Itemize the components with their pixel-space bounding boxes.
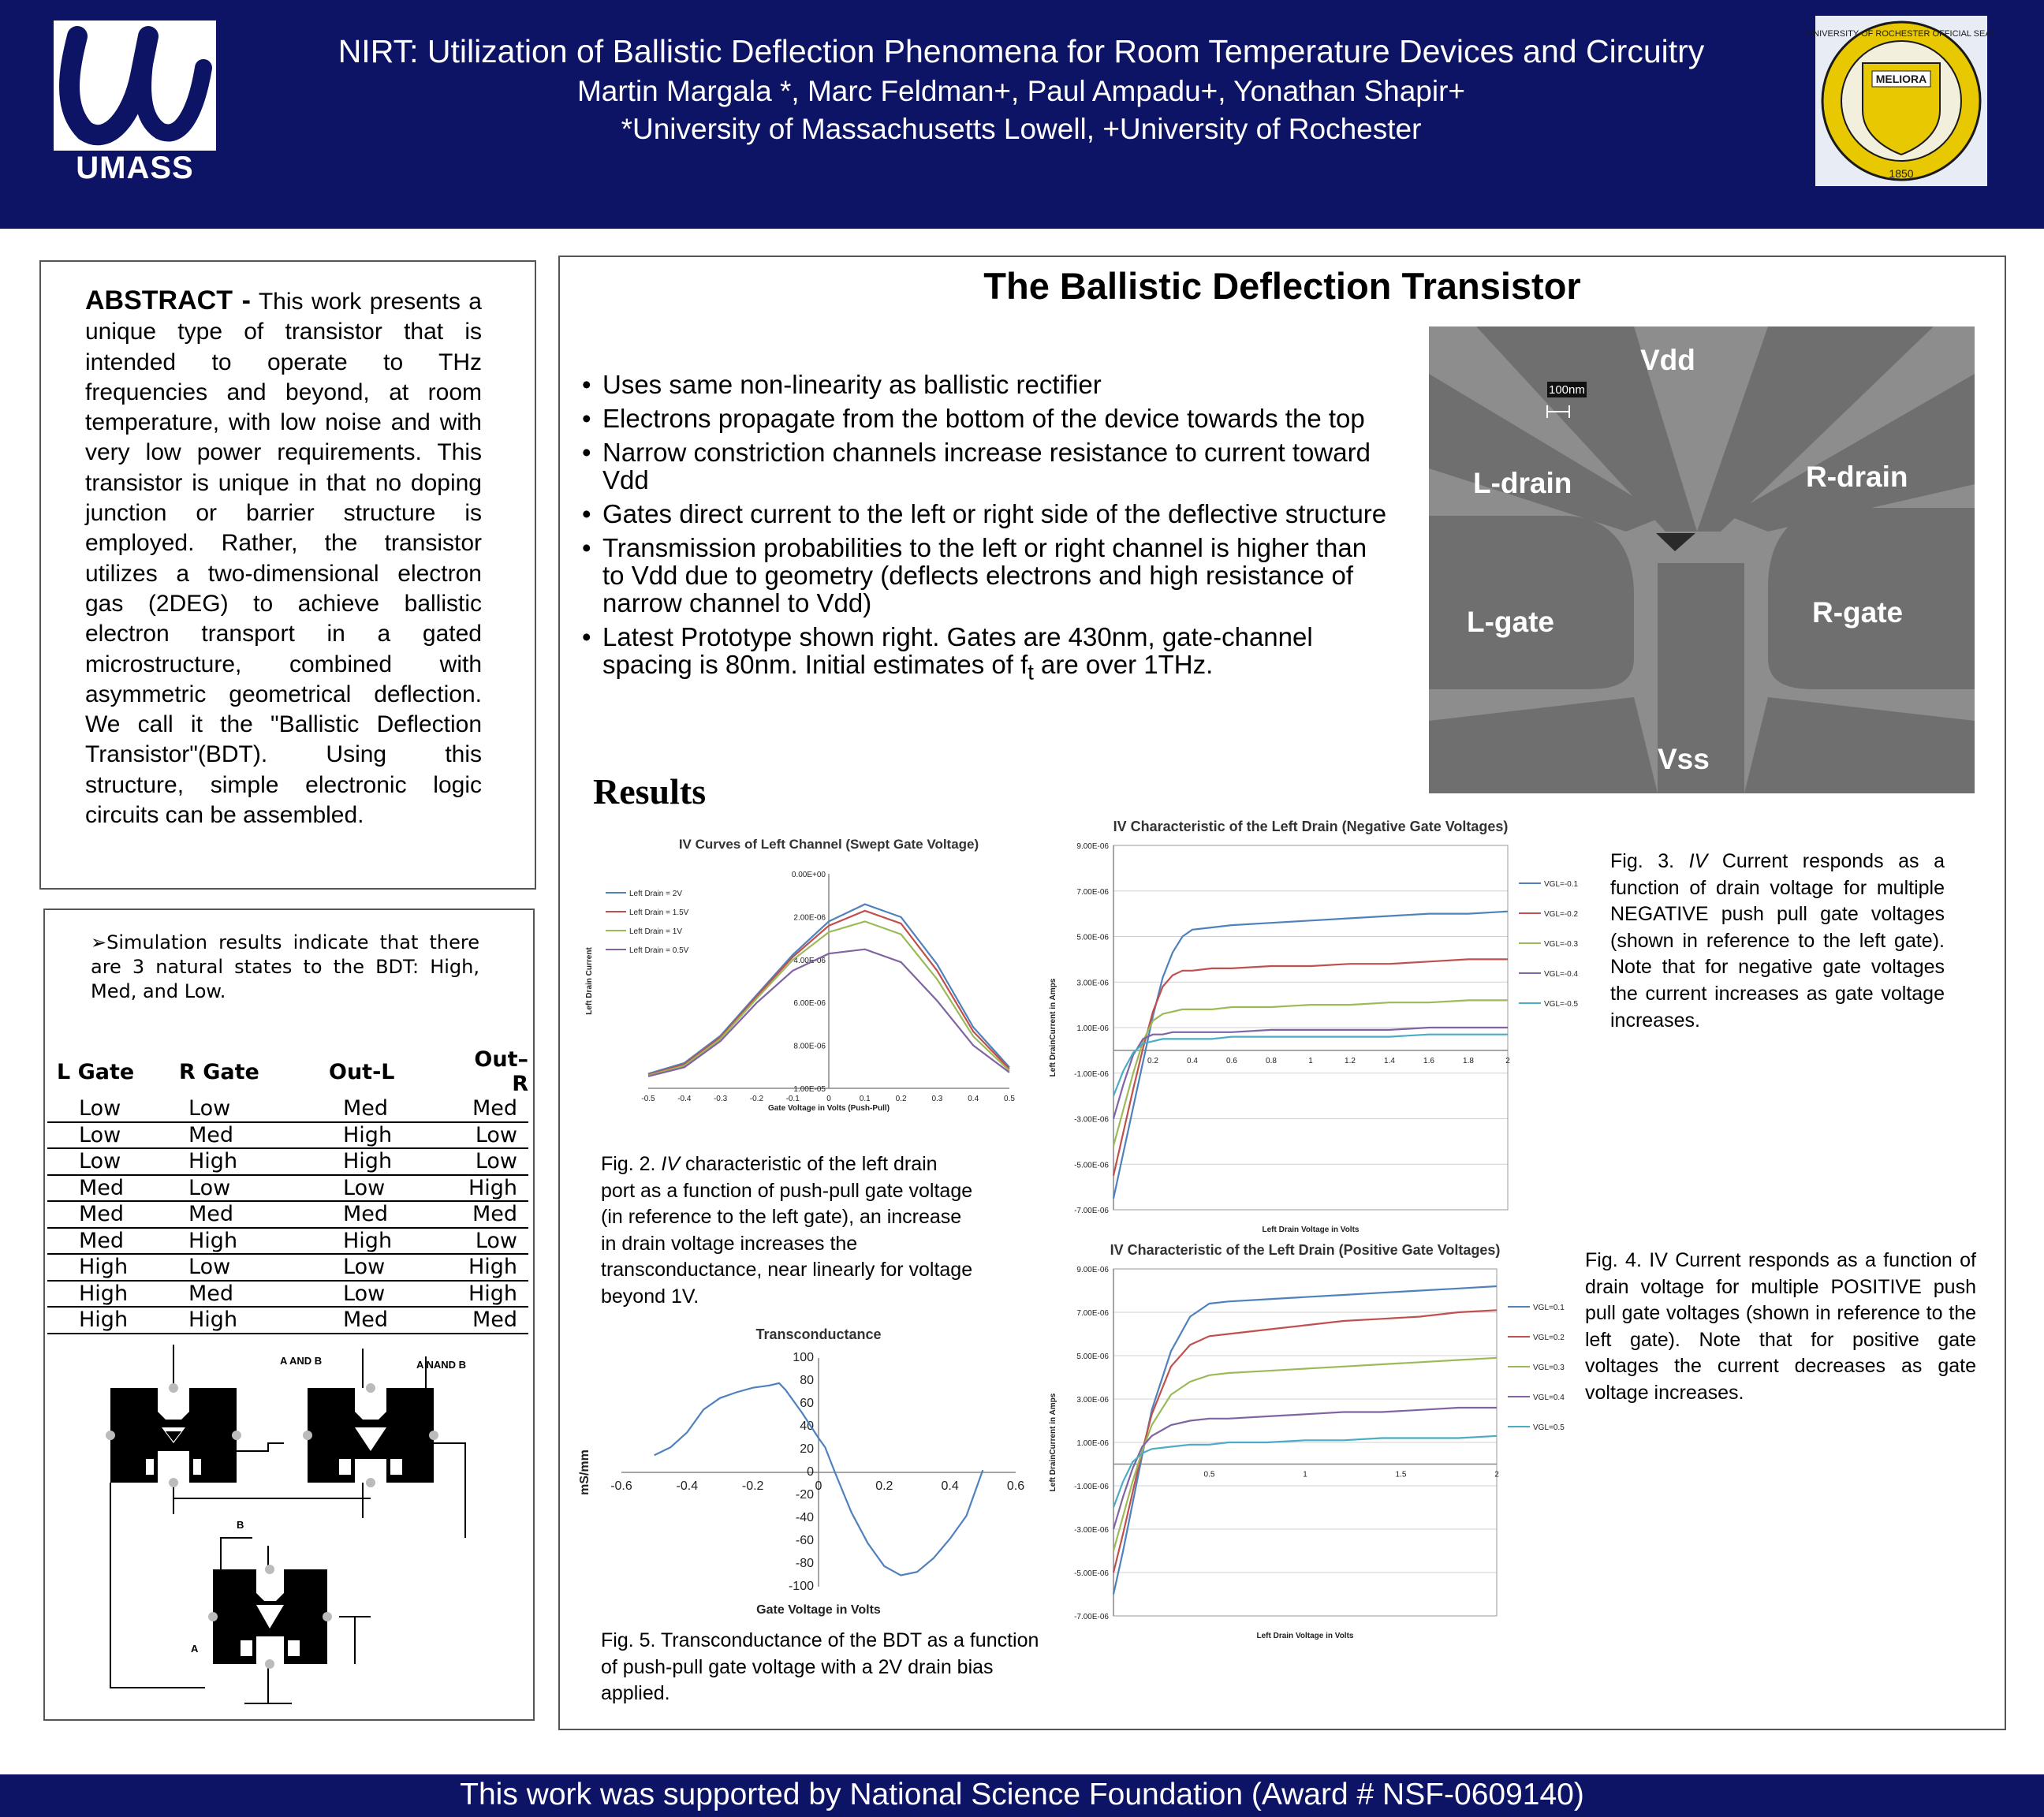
- col-r-gate: R Gate: [179, 1059, 259, 1084]
- abstract-lead: ABSTRACT -: [85, 285, 251, 315]
- y-tick-label: 4.00E-06: [793, 956, 826, 965]
- bullet-last-a: Latest Prototype shown right. Gates are 430nm, gate-channel spacing is 80nm. Initial estimates of f: [602, 622, 1313, 679]
- x-tick-label: 0.4: [968, 1095, 979, 1103]
- umass-logo-text: UMASS: [54, 151, 216, 186]
- legend-label: Left Drain = 1.5V: [629, 908, 689, 917]
- fig2-caption-a: Fig. 2.: [601, 1153, 662, 1175]
- fig3-caption-b: Current responds as a function of drain voltage for multiple NEGATIVE push pull gate voltages (shown in reference to the left gate). Note that for negative gate voltages the current increases as gate voltage increases.: [1610, 850, 1945, 1032]
- legend-label: VGL=0.4: [1533, 1394, 1565, 1402]
- x-tick-label: -0.2: [749, 1095, 764, 1103]
- truth-table-cell: High: [163, 1307, 305, 1334]
- x-tick-label: 0.3: [931, 1095, 943, 1103]
- fig2-chart: [576, 828, 1033, 1151]
- col-out-l: Out-L: [329, 1059, 395, 1084]
- truth-table-cell: Low: [305, 1281, 467, 1308]
- y-tick-label: 9.00E-06: [1076, 1266, 1109, 1274]
- x-tick-label: -0.6: [610, 1479, 632, 1493]
- y-tick-label: 0.00E+00: [791, 871, 826, 879]
- y-tick-label: -5.00E-06: [1074, 1161, 1109, 1170]
- truth-table-cell: Low: [467, 1148, 528, 1175]
- chart-title: IV Curves of Left Channel (Swept Gate Voltage): [678, 837, 979, 852]
- truth-table-cell: High: [305, 1148, 467, 1175]
- truth-table-cell: High: [47, 1281, 163, 1308]
- y-tick-label: -3.00E-06: [1074, 1526, 1109, 1535]
- legend-label: VGL=-0.1: [1544, 880, 1579, 889]
- x-axis-label: Left Drain Voltage in Volts: [1256, 1632, 1354, 1640]
- y-tick-label: 3.00E-06: [1076, 979, 1109, 988]
- x-tick-label: -0.1: [785, 1095, 800, 1103]
- truth-table-cell: Med: [47, 1201, 163, 1228]
- fig3-caption-iv: IV: [1688, 850, 1708, 872]
- y-tick-label: 6.00E-06: [793, 999, 826, 1009]
- umass-u-mark: [54, 21, 216, 151]
- legend-label: Left Drain = 2V: [629, 890, 682, 898]
- truth-table-cell: Low: [163, 1175, 305, 1202]
- abstract-body: This work presents a unique type of transistor that is intended to operate to THz frequencies and beyond, at room temperature, with low noise and with very low power requirements. This transistor is unique in that no doping junction or barrier structure is employed. Rather, the transistor utilizes a two-dimensional electron gas (2DEG) to achieve ballistic electron transport in a gated microstructure, combined with asymmetric geometrical deflection. We call it the "Ballistic Deflection Transistor"(BDT). Using this structure, simple electronic logic circuits can be assembled.: [85, 289, 482, 829]
- x-axis-label: Left Drain Voltage in Volts: [1262, 1226, 1360, 1234]
- bullet-item: • Gates direct current to the left or right side of the deflective structure: [582, 500, 1394, 528]
- legend-label: Left Drain = 0.5V: [629, 946, 689, 955]
- y-tick-label: 5.00E-06: [1076, 933, 1109, 942]
- y-tick-label: 8.00E-06: [793, 1042, 826, 1051]
- col-l-gate: L Gate: [57, 1059, 135, 1084]
- truth-table-cell: High: [163, 1148, 305, 1175]
- x-tick-label: 0.6: [1226, 1056, 1237, 1065]
- x-tick-label: 0: [815, 1479, 822, 1493]
- truth-table-body: [47, 1096, 528, 1334]
- x-tick-label: 0.2: [1147, 1056, 1158, 1065]
- poster-affiliations: *University of Massachusetts Lowell, +University of Rochester: [621, 113, 1422, 145]
- x-tick-label: -0.2: [741, 1479, 764, 1493]
- legend-label: VGL=-0.3: [1544, 940, 1579, 949]
- y-tick-label: -20: [795, 1488, 814, 1502]
- x-tick-label: 2: [1505, 1056, 1510, 1065]
- fig2-caption-b: characteristic of the left drain port as a function of push-pull gate voltage (in reference to the left gate), an increase in drain voltage increases the transconductance, near linearly for voltage beyond 1V.: [601, 1153, 973, 1308]
- legend-label: VGL=-0.4: [1544, 970, 1579, 979]
- x-axis-label: Gate Voltage in Volts (Push-Pull): [767, 1104, 890, 1113]
- x-tick-label: 0.2: [875, 1479, 893, 1493]
- y-tick-label: -7.00E-06: [1074, 1613, 1109, 1621]
- y-tick-label: -3.00E-06: [1074, 1115, 1109, 1125]
- y-tick-label: 7.00E-06: [1076, 887, 1109, 897]
- truth-table-row: [47, 1254, 528, 1281]
- y-tick-label: 1.00E-05: [793, 1085, 826, 1094]
- label-a: A: [191, 1643, 199, 1655]
- truth-table-cell: High: [47, 1307, 163, 1334]
- truth-table-cell: Med: [47, 1175, 163, 1202]
- series-line: [1113, 959, 1508, 1175]
- truth-table-row: [47, 1122, 528, 1149]
- legend-label: VGL=0.3: [1533, 1364, 1565, 1372]
- fig4-caption: Fig. 4. IV Current responds as a function of drain voltage for multiple POSITIVE push pull gate voltages (shown in reference to the left gate). Note that for positive gate voltages the current decreases as gate voltage increases.: [1585, 1249, 1976, 1404]
- y-tick-label: -40: [795, 1511, 814, 1524]
- truth-table-row: [47, 1148, 528, 1175]
- label-a-and-b: A AND B: [280, 1355, 323, 1367]
- truth-table-cell: Med: [47, 1228, 163, 1255]
- col-out-r: Out–R: [474, 1047, 528, 1096]
- seal-text: UNIVERSITY OF ROCHESTER OFFICIAL SEAL: [1807, 29, 1996, 39]
- umass-logo: [54, 21, 216, 186]
- truth-table-cell: High: [305, 1228, 467, 1255]
- x-tick-label: -0.5: [641, 1095, 655, 1103]
- label-b: B: [237, 1519, 244, 1531]
- truth-table-cell: Low: [163, 1096, 305, 1122]
- fig2-caption: [601, 1151, 976, 1311]
- y-tick-label: -1.00E-06: [1074, 1069, 1109, 1079]
- y-tick-label: 2.00E-06: [793, 913, 826, 923]
- truth-table-cell: Low: [467, 1122, 528, 1149]
- truth-table-cell: Med: [467, 1096, 528, 1122]
- y-tick-label: 1.00E-06: [1076, 1024, 1109, 1033]
- y-tick-label: 20: [800, 1442, 814, 1456]
- sem-micrograph: [1429, 326, 1975, 793]
- truth-table-row: [47, 1307, 528, 1334]
- sem-scale-label: 100nm: [1549, 383, 1585, 397]
- legend-label: VGL=0.2: [1533, 1334, 1565, 1342]
- sem-label-vss: Vss: [1658, 743, 1710, 775]
- y-tick-label: 9.00E-06: [1076, 842, 1109, 851]
- truth-table-cell: Med: [305, 1307, 467, 1334]
- footer-banner: This work was supported by National Science Foundation (Award # NSF-0609140): [0, 1774, 2044, 1817]
- y-tick-label: -1.00E-06: [1074, 1483, 1109, 1491]
- x-tick-label: -0.3: [713, 1095, 728, 1103]
- truth-table-cell: Low: [47, 1122, 163, 1149]
- truth-table-cell: Low: [163, 1254, 305, 1281]
- fig5-chart: [565, 1319, 1038, 1622]
- y-tick-label: -5.00E-06: [1074, 1569, 1109, 1578]
- truth-table-cell: Low: [47, 1148, 163, 1175]
- x-tick-label: 1.6: [1423, 1056, 1434, 1065]
- truth-table-cell: Low: [305, 1175, 467, 1202]
- x-tick-label: 0.2: [895, 1095, 907, 1103]
- chart-title: Transconductance: [755, 1326, 882, 1342]
- bdt-gate-3: [208, 1565, 332, 1669]
- truth-table-row: [47, 1281, 528, 1308]
- seal-year: 1850: [1889, 167, 1914, 180]
- sem-label-r-gate: R-gate: [1812, 596, 1904, 629]
- truth-table-cell: Med: [163, 1281, 305, 1308]
- bdt-gate-1: [106, 1383, 241, 1487]
- seal-motto: MELIORA: [1875, 73, 1927, 85]
- truth-table-cell: High: [47, 1254, 163, 1281]
- legend-label: Left Drain = 1V: [629, 927, 682, 936]
- x-tick-label: -0.4: [676, 1479, 699, 1493]
- x-tick-label: 0.8: [1266, 1056, 1277, 1065]
- truth-table-cell: High: [467, 1281, 528, 1308]
- y-tick-label: 80: [800, 1374, 814, 1387]
- abstract-text: [85, 285, 482, 830]
- series-line: [1113, 1358, 1497, 1551]
- truth-table-cell: Low: [47, 1096, 163, 1122]
- bullet-item: [582, 623, 1394, 686]
- fig4-chart: [1039, 1234, 1583, 1640]
- x-tick-label: 0: [826, 1095, 831, 1103]
- y-tick-label: 40: [800, 1420, 814, 1433]
- sem-label-l-gate: L-gate: [1467, 606, 1554, 638]
- y-tick-label: 1.00E-06: [1076, 1439, 1109, 1448]
- y-tick-label: -80: [795, 1557, 814, 1570]
- truth-table-cell: Med: [163, 1122, 305, 1149]
- y-tick-label: 0: [807, 1465, 814, 1479]
- x-tick-label: 0.4: [941, 1479, 959, 1493]
- truth-table-cell: Med: [305, 1096, 467, 1122]
- bdt-title: The Ballistic Deflection Transistor: [983, 265, 1581, 307]
- truth-table-row: [47, 1228, 528, 1255]
- truth-table-cell: Low: [467, 1228, 528, 1255]
- bullet-last-b: are over 1THz.: [1033, 650, 1214, 679]
- x-tick-label: 0.5: [1203, 1470, 1215, 1479]
- bullet-last-sub: t: [1028, 659, 1034, 685]
- truth-table-cell: Med: [467, 1307, 528, 1334]
- chart-title: IV Characteristic of the Left Drain (Positive Gate Voltages): [1110, 1242, 1501, 1258]
- sem-label-r-drain: R-drain: [1806, 461, 1908, 493]
- y-axis-label: mS/mm: [578, 1449, 591, 1495]
- truth-table: [47, 1047, 528, 1334]
- truth-table-cell: High: [467, 1175, 528, 1202]
- truth-table-header: [47, 1047, 528, 1096]
- fig3-chart: [1039, 811, 1591, 1234]
- truth-table-cell: Med: [163, 1201, 305, 1228]
- bdt-bullet-list: [582, 371, 1394, 692]
- poster-authors: Martin Margala *, Marc Feldman+, Paul Ampadu+, Yonathan Shapir+: [576, 75, 1466, 107]
- x-tick-label: 1.8: [1463, 1056, 1474, 1065]
- legend-label: VGL=0.1: [1533, 1304, 1565, 1312]
- x-tick-label: 0.6: [1006, 1479, 1025, 1493]
- y-axis-label: Left DrainCurrent in Amps: [1049, 978, 1057, 1077]
- truth-table-cell: Low: [305, 1254, 467, 1281]
- x-tick-label: 1.5: [1395, 1470, 1407, 1479]
- results-heading: Results: [593, 771, 707, 811]
- series-line: [1113, 1408, 1497, 1529]
- y-tick-label: -60: [795, 1534, 814, 1547]
- truth-table-cell: High: [163, 1228, 305, 1255]
- y-tick-label: 5.00E-06: [1076, 1352, 1109, 1361]
- legend-label: VGL=-0.5: [1544, 1000, 1579, 1009]
- x-tick-label: 0.4: [1187, 1056, 1198, 1065]
- truth-table-cell: High: [467, 1254, 528, 1281]
- truth-table-cell: Med: [305, 1201, 467, 1228]
- bullet-item: • Electrons propagate from the bottom of the device towards the top: [582, 405, 1394, 432]
- x-tick-label: 2: [1494, 1470, 1499, 1479]
- label-a-nand-b: A NAND B: [416, 1359, 467, 1371]
- simulation-text: ➢Simulation results indicate that there are 3 natural states to the BDT: High, Med, and Low.: [91, 931, 479, 1002]
- x-tick-label: 0.1: [859, 1095, 871, 1103]
- poster-title-block: [237, 30, 1806, 148]
- y-axis-label: Left DrainCurrent in Amps: [1049, 1393, 1057, 1492]
- fig3-caption-a: Fig. 3.: [1610, 850, 1689, 872]
- bullet-item: • Narrow constriction channels increase resistance to current toward Vdd: [582, 438, 1394, 494]
- bullet-item: • Uses same non-linearity as ballistic rectifier: [582, 371, 1394, 398]
- y-tick-label: -7.00E-06: [1074, 1207, 1109, 1215]
- y-tick-label: 60: [800, 1397, 814, 1410]
- legend-label: VGL=0.5: [1533, 1423, 1565, 1432]
- truth-table-row: [47, 1096, 528, 1122]
- sem-label-l-drain: L-drain: [1473, 467, 1572, 499]
- truth-table-row: [47, 1201, 528, 1228]
- chart-title: IV Characteristic of the Left Drain (Negative Gate Voltages): [1113, 819, 1509, 834]
- truth-table-row: [47, 1175, 528, 1202]
- fig5-caption: Fig. 5. Transconductance of the BDT as a function of push-pull gate voltage with a 2V drain bias applied.: [601, 1629, 1039, 1705]
- y-tick-label: 7.00E-06: [1076, 1309, 1109, 1318]
- rochester-seal: [1807, 16, 1996, 186]
- x-tick-label: 0.5: [1004, 1095, 1015, 1103]
- logic-circuit-diagram: [95, 1341, 520, 1711]
- fig3-caption: [1610, 849, 1945, 1034]
- sem-label-vdd: Vdd: [1640, 344, 1695, 376]
- x-tick-label: 1: [1308, 1056, 1313, 1065]
- series-line: [1113, 912, 1508, 1199]
- y-tick-label: 100: [793, 1351, 814, 1364]
- x-tick-label: 1.4: [1384, 1056, 1395, 1065]
- bullet-item: • Transmission probabilities to the left or right channel is higher than to Vdd due to geometry (deflects electrons and high resistance of narrow channel to Vdd): [582, 534, 1394, 617]
- legend-label: VGL=-0.2: [1544, 910, 1579, 919]
- y-axis-label: Left Drain Current: [585, 947, 594, 1015]
- y-tick-label: 3.00E-06: [1076, 1396, 1109, 1405]
- bdt-gate-2: [303, 1383, 438, 1487]
- x-tick-label: 1: [1303, 1470, 1307, 1479]
- x-tick-label: 1.2: [1345, 1056, 1356, 1065]
- y-tick-label: -100: [788, 1580, 814, 1593]
- truth-table-cell: Med: [467, 1201, 528, 1228]
- x-tick-label: -0.4: [677, 1095, 692, 1103]
- series-line: [1113, 1310, 1497, 1573]
- x-axis-label: Gate Voltage in Volts: [756, 1603, 881, 1617]
- truth-table-cell: High: [305, 1122, 467, 1149]
- fig2-caption-iv: IV: [661, 1153, 681, 1175]
- poster-title: NIRT: Utilization of Ballistic Deflection Phenomena for Room Temperature Devices and Circuitry: [338, 33, 1705, 69]
